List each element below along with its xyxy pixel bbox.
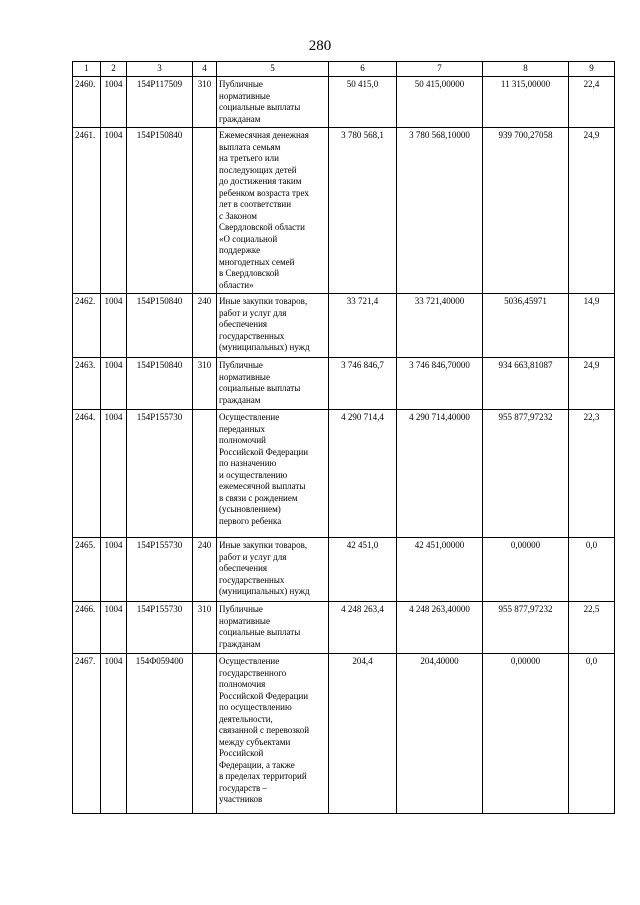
item-name-line: Публичные [219,79,263,89]
column-header: 4 [193,62,217,77]
amount-col-7: 3 746 846,70000 [397,358,483,410]
section-code: 1004 [101,410,127,538]
percent-col-9: 24,9 [569,358,615,410]
percent-col-9: 0,0 [569,654,615,814]
amount-col-6: 204,4 [329,654,397,814]
header-row [73,62,615,77]
item-name-line: Российской Федерации [219,690,309,701]
item-name-line: деятельности, [219,713,273,724]
percent-col-9: 0,0 [569,538,615,602]
percent-col-9: 22,3 [569,410,615,538]
amount-col-7: 204,40000 [397,654,483,814]
target-article-code: 154P150840 [127,128,193,294]
item-name-line: связанной с перевозкой [219,725,310,735]
item-name-line: первого ребенка [219,515,282,526]
item-name-line: Российской Федерации [219,446,309,457]
item-name-line: государственного [219,667,287,678]
item-name [217,410,329,538]
item-name-line: социальные выплаты [219,383,301,393]
table-row [73,77,615,128]
item-name-line: работ и услуг для [219,307,287,318]
item-name-line: Осуществление [219,656,280,666]
item-name-line: по назначению [219,458,277,468]
column-header: 1 [73,62,101,77]
column-header: 6 [329,62,397,77]
amount-col-6: 3 780 568,1 [329,128,397,294]
amount-col-6: 4 290 714,4 [329,410,397,538]
expense-kind-code: 240 [193,538,217,602]
table-row [73,538,615,602]
section-code: 1004 [101,358,127,410]
budget-table [72,61,615,814]
row-number: 2467. [73,654,101,814]
item-name-line: обеспечения [219,563,268,573]
item-name-line: нормативные [219,615,270,626]
column-header: 5 [217,62,329,77]
table-row [73,358,615,410]
section-code: 1004 [101,128,127,294]
item-name-line: государственных [219,330,285,341]
item-name-line: участников [219,794,263,804]
amount-col-7: 50 415,00000 [397,77,483,128]
target-article-code: 154Ф059400 [127,654,193,814]
item-name-line: (муниципальных) нужд [219,342,310,352]
column-header: 3 [127,62,193,77]
row-number: 2464. [73,410,101,538]
amount-col-6: 3 746 846,7 [329,358,397,410]
amount-col-8: 0,00000 [483,538,569,602]
item-name-line: между субъектами [219,736,291,747]
item-name-line: многодетных семей [219,256,295,267]
item-name-line: гражданам [219,638,261,649]
row-number: 2465. [73,538,101,602]
expense-kind-code: 310 [193,358,217,410]
item-name-line: Свердловской области [219,222,305,232]
row-number: 2463. [73,358,101,410]
amount-col-7: 4 290 714,40000 [397,410,483,538]
section-code: 1004 [101,77,127,128]
item-name-line: Федерации, а также [219,759,295,770]
item-name-line: полномочий [219,435,266,445]
section-code: 1004 [101,294,127,358]
expense-kind-code [193,410,217,538]
target-article-code: 154P150840 [127,294,193,358]
item-name [217,77,329,128]
item-name-line: социальные выплаты [219,102,301,112]
amount-col-7: 3 780 568,10000 [397,128,483,294]
target-article-code: 154P117509 [127,77,193,128]
item-name-line: Публичные [219,604,263,614]
item-name-line: Осуществление [219,412,280,422]
item-name [217,358,329,410]
item-name-line: Публичные [219,360,263,370]
item-name-line: гражданам [219,394,261,405]
expense-kind-code: 310 [193,602,217,654]
amount-col-6: 4 248 263,4 [329,602,397,654]
item-name-line: Иные закупки товаров, [219,296,308,306]
table-row [73,410,615,538]
item-name-line: Иные закупки товаров, [219,540,308,550]
page-number: 280 [308,38,332,54]
item-name-line: гражданам [219,113,261,124]
amount-col-8: 11 315,00000 [483,77,569,128]
item-name [217,294,329,358]
table-row [73,602,615,654]
item-name-line: поддержке [219,245,261,255]
amount-col-7: 4 248 263,40000 [397,602,483,654]
target-article-code: 154P155730 [127,538,193,602]
item-name-line: до достижения таким [219,176,302,186]
section-code: 1004 [101,602,127,654]
item-name-line: с Законом [219,210,258,221]
table-row [73,128,615,294]
row-number: 2462. [73,294,101,358]
item-name [217,128,329,294]
amount-col-8: 955 877,97232 [483,410,569,538]
row-number: 2461. [73,128,101,294]
column-header: 7 [397,62,483,77]
column-header: 2 [101,62,127,77]
percent-col-9: 14,9 [569,294,615,358]
section-code: 1004 [101,654,127,814]
item-name-line: ежемесячной выплаты [219,481,306,491]
row-number: 2466. [73,602,101,654]
amount-col-8: 5036,45971 [483,294,569,358]
item-name-line: выплата семьям [219,141,281,152]
item-name-line: последующих детей [219,164,297,175]
amount-col-8: 0,00000 [483,654,569,814]
target-article-code: 154P155730 [127,602,193,654]
item-name-line: (муниципальных) нужд [219,586,310,596]
item-name-line: Российской [219,748,264,758]
table-row [73,654,615,814]
item-name-line: области» [219,279,254,290]
item-name-line: Ежемесячная денежная [219,130,309,140]
item-name-line: и осуществлению [219,469,288,480]
amount-col-8: 939 700,27058 [483,128,569,294]
item-name-line: в связи с рождением [219,492,298,503]
item-name [217,538,329,602]
item-name-line: на третьего или [219,153,279,163]
item-name-line: нормативные [219,90,270,101]
percent-col-9: 24,9 [569,128,615,294]
percent-col-9: 22,4 [569,77,615,128]
amount-col-7: 33 721,40000 [397,294,483,358]
item-name-line: по осуществлению [219,702,292,712]
percent-col-9: 22,5 [569,602,615,654]
target-article-code: 154P155730 [127,410,193,538]
expense-kind-code: 240 [193,294,217,358]
expense-kind-code: 310 [193,77,217,128]
amount-col-7: 42 451,00000 [397,538,483,602]
table-row [73,294,615,358]
expense-kind-code [193,654,217,814]
item-name-line: полномочия [219,679,266,689]
amount-col-6: 42 451,0 [329,538,397,602]
item-name-line: социальные выплаты [219,627,301,637]
column-header: 9 [569,62,615,77]
amount-col-8: 955 877,97232 [483,602,569,654]
column-header: 8 [483,62,569,77]
item-name-line: обеспечения [219,319,268,329]
item-name [217,602,329,654]
amount-col-8: 934 663,81087 [483,358,569,410]
item-name-line: работ и услуг для [219,551,287,562]
amount-col-6: 33 721,4 [329,294,397,358]
item-name-line: государственных [219,574,285,585]
item-name-line: (усыновлением) [219,504,281,514]
item-name-line: ребенком возраста трех [219,187,309,198]
item-name-line: «О социальной [219,233,278,244]
item-name-line: в пределах территорий [219,771,307,781]
row-number: 2460. [73,77,101,128]
amount-col-6: 50 415,0 [329,77,397,128]
item-name-line: нормативные [219,371,270,382]
item-name-line: переданных [219,423,265,434]
expense-kind-code [193,128,217,294]
item-name [217,654,329,814]
section-code: 1004 [101,538,127,602]
item-name-line: государств – [219,782,268,793]
item-name-line: лет в соответствии [219,199,292,209]
item-name-line: в Свердловской [219,268,280,278]
target-article-code: 154P150840 [127,358,193,410]
